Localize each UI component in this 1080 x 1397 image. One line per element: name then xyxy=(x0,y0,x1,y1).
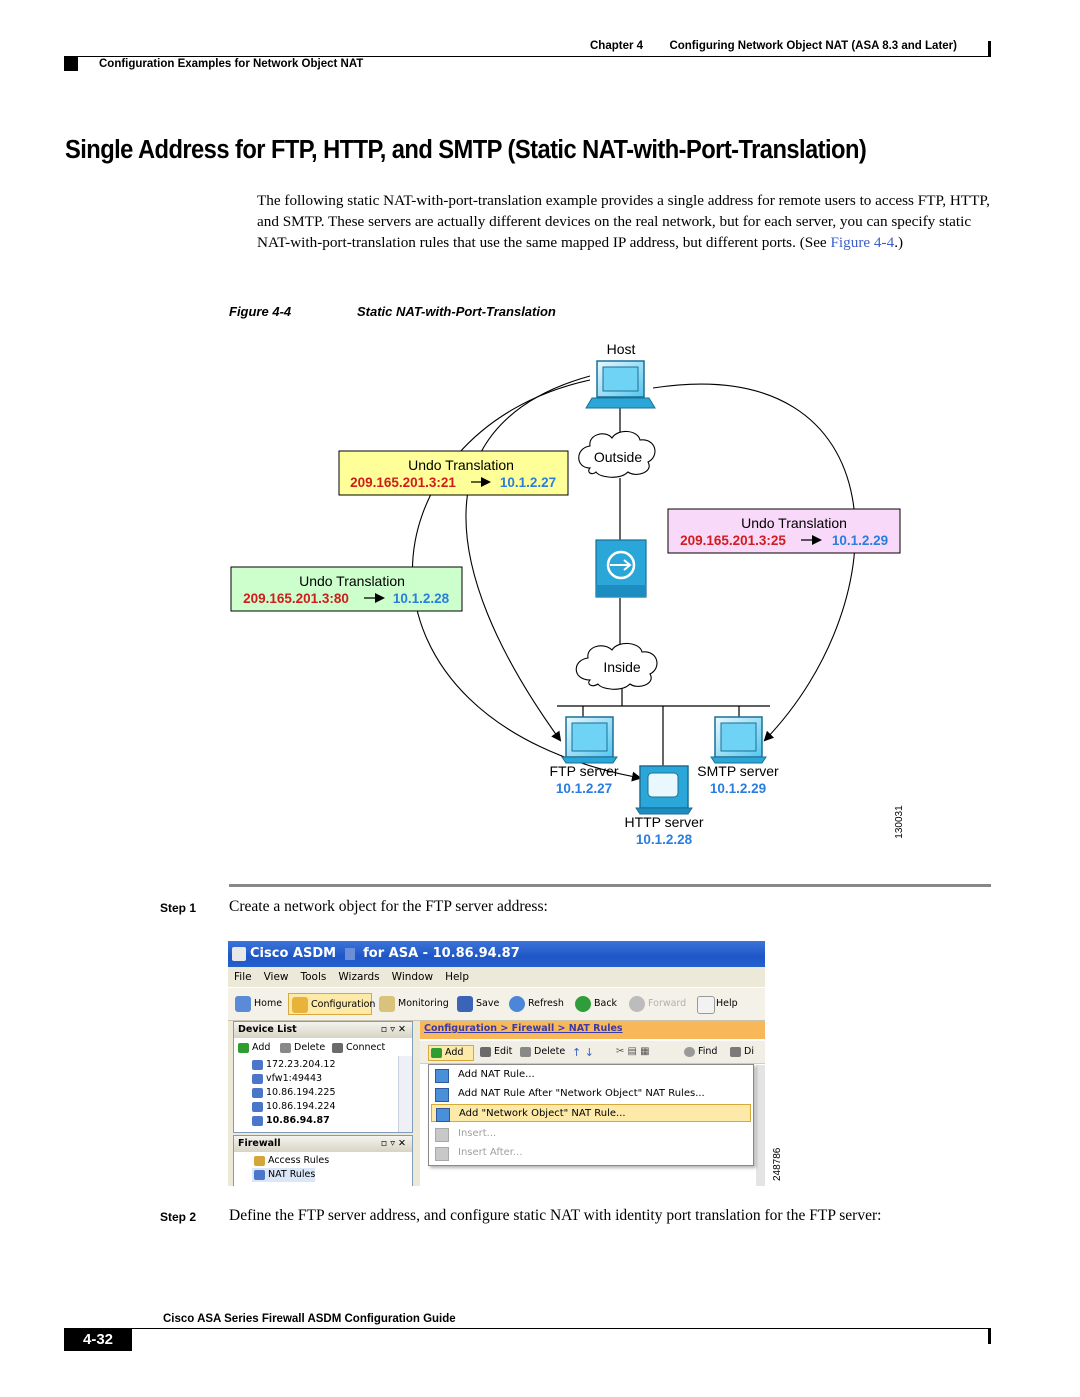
header-block xyxy=(64,57,78,71)
ftp-translation-box xyxy=(339,451,568,495)
gears-icon xyxy=(292,997,308,1013)
smtp-translation-box xyxy=(668,509,900,553)
translation-mapped: 209.165.201.3:25 xyxy=(680,533,786,548)
nat-rules-item[interactable]: NAT Rules xyxy=(252,1168,315,1182)
header-bar-right xyxy=(988,41,991,56)
forward-button[interactable]: Forward xyxy=(626,993,688,1015)
device-add-button[interactable]: Add xyxy=(236,1041,270,1055)
http-server-label: HTTP server xyxy=(624,814,704,830)
footer-rule xyxy=(64,1328,991,1329)
device-item[interactable]: 10.86.194.225 xyxy=(250,1086,336,1100)
device-icon xyxy=(252,1074,263,1084)
redacted-mark xyxy=(345,948,355,960)
step-1-text: Create a network object for the FTP server address: xyxy=(229,898,548,915)
asdm-title-suffix: for ASA - 10.86.94.87 xyxy=(363,946,520,961)
section-title: Single Address for FTP, HTTP, and SMTP (Static NAT-with-Port-Translation) xyxy=(65,136,867,164)
home-button[interactable]: Home xyxy=(232,993,286,1015)
smtp-server-icon xyxy=(711,717,766,763)
host-label: Host xyxy=(606,341,636,357)
breadcrumb-bar xyxy=(420,1021,765,1039)
menu-wizards[interactable]: Wizards xyxy=(338,971,380,983)
asdm-toolbar xyxy=(228,987,765,1021)
asdm-title: Cisco ASDM xyxy=(250,946,337,961)
move-arrows-icon[interactable]: ↑ ↓ xyxy=(572,1046,594,1059)
section-label: Configuration Examples for Network Object NAT xyxy=(99,58,364,70)
http-server-icon xyxy=(636,766,692,814)
ftp-server-label: FTP server xyxy=(549,763,619,779)
running-header xyxy=(590,40,957,52)
back-button[interactable]: Back xyxy=(572,993,624,1015)
ftp-translation-arc xyxy=(466,376,590,740)
http-server-ip: 10.1.2.28 xyxy=(635,832,693,847)
firewall-panel xyxy=(233,1135,413,1186)
clipboard-tools-icon[interactable]: ✂ ▤ ▦ xyxy=(616,1046,650,1057)
trash-icon xyxy=(520,1047,531,1057)
breadcrumb[interactable]: Configuration > Firewall > NAT Rules xyxy=(424,1023,623,1034)
menu-help[interactable]: Help xyxy=(445,971,470,983)
menu-window[interactable]: Window xyxy=(391,971,434,983)
plus-icon xyxy=(238,1043,249,1053)
insert-after-item[interactable]: Insert After... xyxy=(431,1144,751,1162)
rule-toolbar xyxy=(420,1041,765,1064)
chapter-title: Configuring Network Object NAT (ASA 8.3 and Later) xyxy=(669,40,957,52)
inside-label: Inside xyxy=(603,659,641,675)
save-button[interactable]: Save xyxy=(454,993,504,1015)
translation-title: Undo Translation xyxy=(741,515,847,531)
step-rule xyxy=(229,884,991,887)
question-icon xyxy=(697,996,715,1014)
clipboard-icon xyxy=(379,996,395,1012)
smtp-server-label: SMTP server xyxy=(697,763,779,779)
add-dropdown-menu xyxy=(428,1064,754,1166)
floppy-icon xyxy=(457,996,473,1012)
refresh-button[interactable]: Refresh xyxy=(506,993,568,1015)
add-network-object-nat-rule-item[interactable]: Add "Network Object" NAT Rule... xyxy=(431,1104,751,1122)
figure-number: Figure 4-4 xyxy=(229,304,292,319)
refresh-icon xyxy=(509,996,525,1012)
access-rules-icon xyxy=(254,1156,265,1166)
monitoring-button[interactable]: Monitoring xyxy=(376,993,448,1015)
diagram-icon xyxy=(730,1047,741,1057)
insert-icon xyxy=(435,1128,449,1142)
plus-icon xyxy=(431,1048,442,1058)
configuration-button[interactable]: Configuration xyxy=(288,993,372,1015)
nat-rule-icon xyxy=(435,1088,449,1102)
back-arrow-icon xyxy=(575,996,591,1012)
footer-guide-title: Cisco ASA Series Firewall ASDM Configuration Guide xyxy=(163,1313,456,1325)
translation-mapped: 209.165.201.3:21 xyxy=(350,475,456,490)
figure-id: 130031 xyxy=(894,805,905,839)
device-item[interactable]: vfw1:49443 xyxy=(250,1072,322,1086)
ftp-server-ip: 10.1.2.27 xyxy=(555,781,613,796)
edit-rule-button[interactable]: Edit xyxy=(478,1045,512,1059)
add-nat-rule-after-item[interactable]: Add NAT Rule After "Network Object" NAT Rules... xyxy=(431,1085,751,1103)
menu-file[interactable]: File xyxy=(234,971,252,983)
asdm-screenshot xyxy=(228,941,765,1186)
edit-icon xyxy=(480,1047,491,1057)
header-rule xyxy=(64,56,991,57)
host-computer-icon xyxy=(586,361,655,408)
home-icon xyxy=(235,996,251,1012)
nat-rule-icon xyxy=(435,1069,449,1083)
add-rule-button[interactable]: Add xyxy=(428,1045,474,1061)
figure-link[interactable]: Figure 4-4 xyxy=(830,234,895,251)
panel-controls-icon[interactable]: ▫ ▿ ✕ xyxy=(380,1024,406,1035)
insert-after-icon xyxy=(435,1147,449,1161)
step-2-label: Step 2 xyxy=(160,1210,197,1224)
plug-icon xyxy=(332,1043,343,1053)
translation-real: 10.1.2.28 xyxy=(392,591,450,606)
intro-paragraph xyxy=(257,190,990,253)
step-2-text: Define the FTP server address, and configure static NAT with identity port translation for the FTP server: xyxy=(229,1207,882,1224)
device-item-selected[interactable]: 10.86.94.87 xyxy=(250,1114,330,1128)
translation-real: 10.1.2.29 xyxy=(831,533,889,548)
insert-item[interactable]: Insert... xyxy=(431,1125,751,1143)
menu-view[interactable]: View xyxy=(263,971,289,983)
chapter-label: Chapter 4 xyxy=(590,40,644,52)
access-rules-item[interactable]: Access Rules xyxy=(252,1154,329,1168)
delete-rule-button[interactable]: Delete xyxy=(518,1045,565,1059)
help-button[interactable]: Help xyxy=(694,993,738,1015)
device-delete-button[interactable]: Delete xyxy=(278,1041,325,1055)
asa-firewall-icon xyxy=(596,540,646,597)
device-icon xyxy=(252,1102,263,1112)
translation-title: Undo Translation xyxy=(299,573,405,589)
device-icon xyxy=(252,1060,263,1070)
asdm-logo-icon xyxy=(232,947,246,961)
panel-controls-icon[interactable]: ▫ ▿ ✕ xyxy=(380,1138,406,1149)
page-number: 4-32 xyxy=(64,1329,132,1351)
intro-text: The following static NAT-with-port-translation example provides a single address for remote users to access FTP, HTTP, and SMTP. These servers are actually different devices on the real network, but for each server, you can specify static NAT-with-port-translation rules that use the same mapped IP address, but different ports. (See xyxy=(257,192,990,251)
device-icon xyxy=(252,1116,263,1126)
figure-caption: Static NAT-with-Port-Translation xyxy=(357,304,556,319)
translation-real: 10.1.2.27 xyxy=(499,475,557,490)
footer-bar-right xyxy=(988,1329,991,1344)
device-item[interactable]: 172.23.204.12 xyxy=(250,1058,336,1072)
nat-rules-icon xyxy=(254,1170,265,1180)
asdm-titlebar xyxy=(228,941,765,967)
ftp-server-icon xyxy=(562,717,617,763)
screenshot-id: 248786 xyxy=(772,1147,783,1181)
find-button[interactable]: Find xyxy=(682,1045,717,1059)
translation-mapped: 209.165.201.3:80 xyxy=(243,591,349,606)
step-1-label: Step 1 xyxy=(160,901,197,915)
device-icon xyxy=(252,1088,263,1098)
smtp-translation-arc xyxy=(653,384,855,740)
asdm-menubar xyxy=(228,967,765,987)
device-list-scrollbar[interactable] xyxy=(398,1056,412,1132)
device-item[interactable]: 10.86.194.224 xyxy=(250,1100,336,1114)
forward-arrow-icon xyxy=(629,996,645,1012)
intro-text-end: .) xyxy=(894,234,904,251)
add-nat-rule-item[interactable]: Add NAT Rule... xyxy=(431,1066,751,1084)
trash-icon xyxy=(280,1043,291,1053)
menu-tools[interactable]: Tools xyxy=(300,971,327,983)
nat-diagram xyxy=(0,330,1080,860)
binoculars-icon xyxy=(684,1047,695,1057)
diagram-button[interactable]: Di xyxy=(728,1045,754,1059)
firewall-title: Firewall ▫ ▿ ✕ xyxy=(234,1136,412,1152)
smtp-server-ip: 10.1.2.29 xyxy=(709,781,767,796)
outside-label: Outside xyxy=(593,449,643,465)
device-connect-button[interactable]: Connect xyxy=(330,1041,385,1055)
translation-title: Undo Translation xyxy=(408,457,514,473)
device-list-panel xyxy=(233,1021,413,1133)
device-list-title: Device List ▫ ▿ ✕ xyxy=(234,1022,412,1038)
http-translation-box xyxy=(231,567,462,611)
nat-rule-icon xyxy=(436,1108,450,1122)
